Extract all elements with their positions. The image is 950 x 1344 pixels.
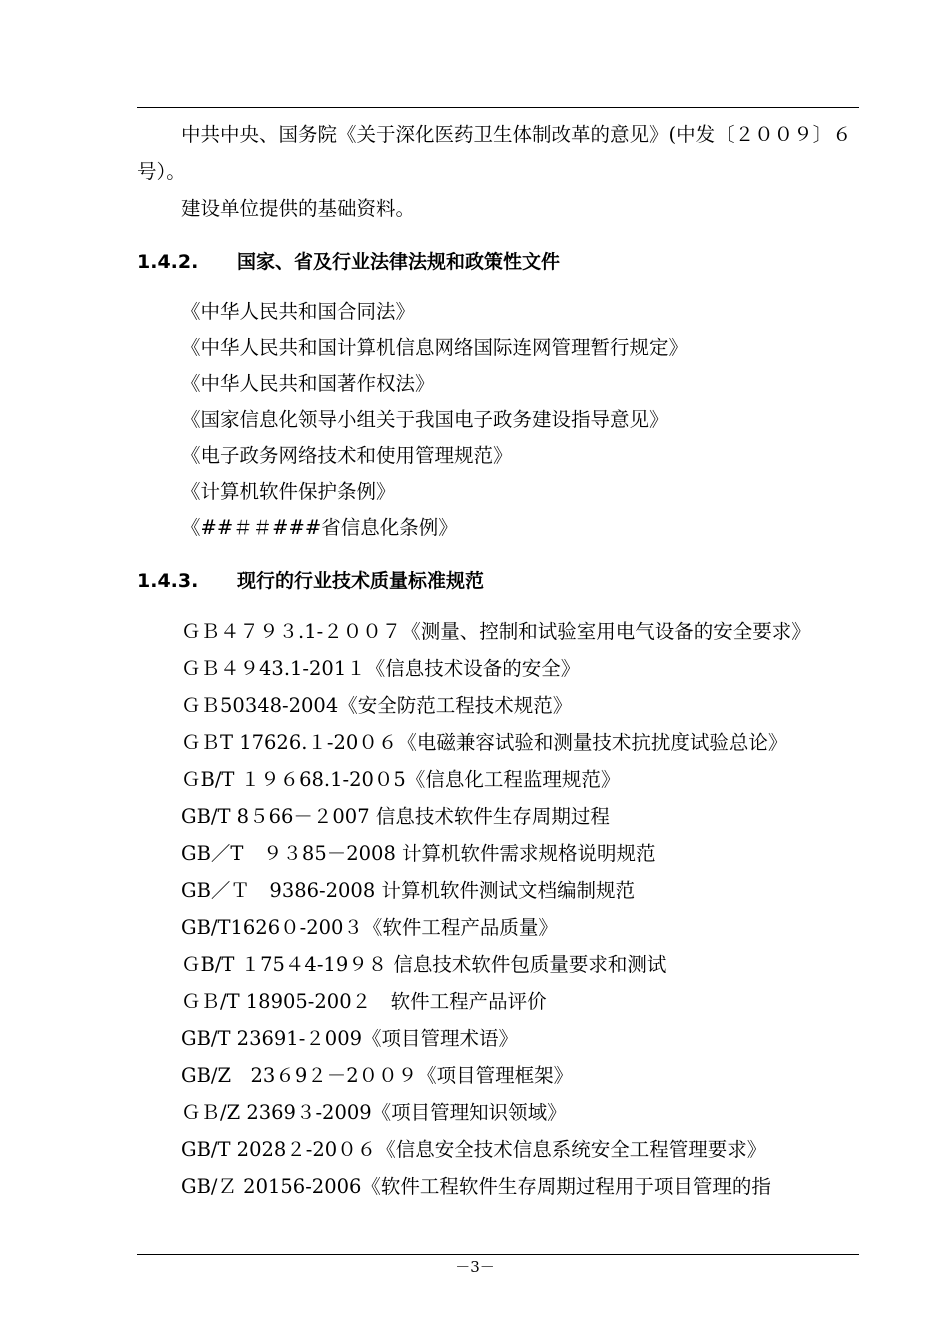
list-item: ＧＢ/T 18905-200２ 软件工程产品评价 [181, 990, 547, 1013]
intro-paragraph: 中共中央、国务院《关于深化医药卫生体制改革的意见》(中发〔２００９〕６号）。 [137, 123, 852, 183]
list-item: ＧB/T １９６68.1-20０5《信息化工程监理规范》 [181, 768, 621, 791]
regulation-list [137, 294, 859, 546]
list-item: GB/T 2028２-20０６《信息安全技术信息系统安全工程管理要求》 [181, 1138, 767, 1161]
header-rule [137, 107, 859, 108]
list-item: ＧB/T １75４4-19９８ 信息技术软件包质量要求和测试 [181, 953, 667, 976]
list-item: ＧＢ50348-2004《安全防范工程技术规范》 [181, 694, 573, 717]
list-item: GB/T 8５66－２007 信息技术软件生存周期过程 [181, 805, 610, 828]
list-item: GB/Ｚ 20156-2006《软件工程软件生存周期过程用于项目管理的指 [181, 1175, 771, 1198]
section-heading-1-4-2 [137, 247, 560, 274]
list-item: 《中华人民共和国著作权法》 [181, 372, 435, 395]
standards-list [137, 613, 859, 1205]
section-heading-1-4-3 [137, 566, 484, 593]
list-item: 《中华人民共和国计算机信息网络国际连网管理暂行规定》 [181, 336, 689, 359]
list-item: GB/T 23691-２009《项目管理术语》 [181, 1027, 519, 1050]
section-title: 现行的行业技术质量标准规范 [237, 570, 485, 592]
list-item: GB/T1626０-200３《软件工程产品质量》 [181, 916, 558, 939]
page-number: －3－ [455, 1258, 495, 1276]
section-number: 1.4.2. [137, 251, 199, 273]
footer-rule [137, 1254, 859, 1255]
section-number: 1.4.3. [137, 570, 199, 592]
list-item: 《计算机软件保护条例》 [181, 480, 396, 503]
list-item: 《##＃＃###省信息化条例》 [181, 516, 458, 539]
list-item: 《国家信息化领导小组关于我国电子政务建设指导意见》 [181, 408, 669, 431]
list-item: ＧＢT 17626.１-20０６《电磁兼容试验和测量技术抗扰度试验总论》 [181, 731, 788, 754]
list-item: ＧＢ４７９３.1-２００７《测量、控制和试验室用电气设备的安全要求》 [181, 620, 811, 643]
list-item: 《中华人民共和国合同法》 [181, 300, 416, 323]
list-item: GB/Z 23６9２－2００９《项目管理框架》 [181, 1064, 574, 1087]
list-item: GB／T ９３85－2008 计算机软件需求规格说明规范 [181, 842, 656, 865]
list-item: ＧＢ４９43.1-201１《信息技术设备的安全》 [181, 657, 581, 680]
intro-block [137, 116, 859, 227]
list-item: ＧＢ/Z 2369３-2009《项目管理知识领域》 [181, 1101, 567, 1124]
intro-paragraph: 建设单位提供的基础资料。 [181, 197, 416, 220]
list-item: 《电子政务网络技术和使用管理规范》 [181, 444, 513, 467]
list-item: GB／Ｔ 9386-2008 计算机软件测试文档编制规范 [181, 879, 635, 902]
section-title: 国家、省及行业法律法规和政策性文件 [237, 251, 561, 273]
